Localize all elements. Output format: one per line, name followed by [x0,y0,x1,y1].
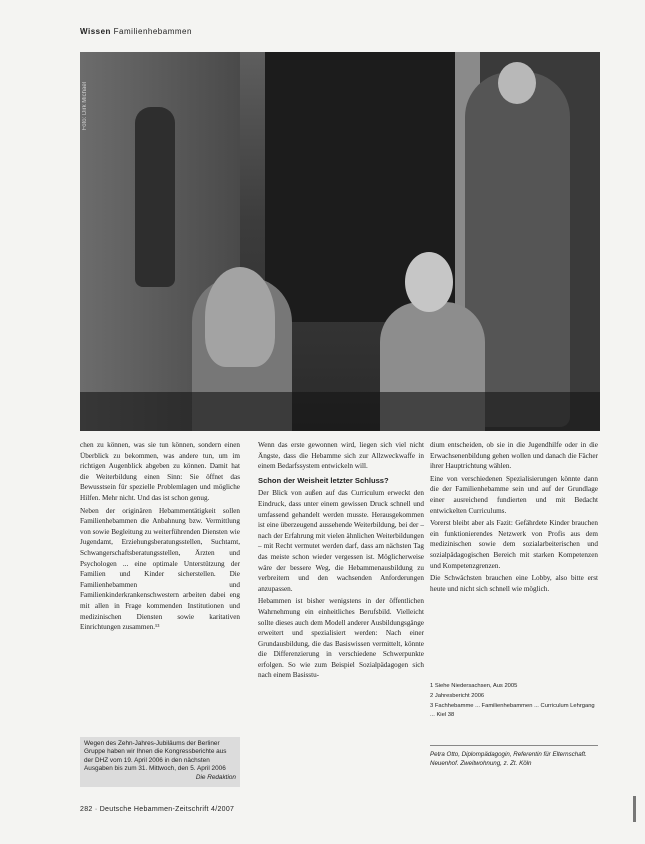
info-box [80,737,240,787]
column-2 [258,440,424,683]
col3-paragraph-1: dium entscheiden, ob sie in die Jugendhilfe oder in die Erwachsenenbildung gehen wollen und danach die Fächer ihrer Hauptrichtung wählen. [430,441,598,471]
footnotes [430,682,598,721]
floor [80,392,600,431]
girl-hair [205,267,275,367]
info-box-signature: Die Redaktion [195,773,236,781]
header-section: Wissen [80,27,111,36]
hanging-clothes [135,107,175,287]
footnote: 2 Jahresbericht 2006 [430,693,485,699]
footnote: 3 Fachhebamme ... Familienhebammen ... Curriculum Lehrgang ... Kiel 38 [430,703,595,718]
col3-paragraph-2: Eine von verschiedenen Spezialisierungen könnte dann die der Familienhebamme sein und auf der Grundlage einer ausreichend fundierten und mit Bedacht entwickelten Curriculums. [430,474,598,515]
column-1 [80,440,240,635]
footnote: 1 Siehe Niedersachsen, Aus 2005 [430,683,518,689]
page-footer: 282 · Deutsche Hebammen-Zeitschrift 4/2007 [80,806,235,813]
col2-paragraph-2: Der Blick von außen auf das Curriculum erweckt den Eindruck, dass unter einem gewissen Druck schnell und umfassend gehandelt werden musste. Herausgekommen ist eine überzeugend aussehende Weiterbildung, bei der – nach der Erfahrung mit vielen ähnlichen Weiterbildungen – mit Recht vermutet werden darf, dass am nächsten Tag das meiste schon wieder vergessen ist. Möglicherweise wäre der bessere Weg, die Hebammenausbildung zu verbreitern und den wachsenden Anforderungen anzupassen. [258,489,424,593]
col2-paragraph-1: Wenn das erste gewonnen wird, liegen sich viel nicht Ängste, dass die Hebamme sich zur Allzweckwaffe in einem Bedarfssystem entwickeln will. [258,441,424,471]
col2-paragraph-3: Hebammen ist bisher wenigstens in der öffentlichen Wahrnehmung ein einheitliches Berufsbild. Vielleicht sollte dieses auch dem Modell anderer Ausbildungsgänge erweitert und spezialisiert werden: Nach einer Grundausbildung, die das Basiswissen vermittelt, könnte die Differenzierung in verschiedene Schwerpunkte erfolgen. So wie zum Beispiel Sozialpädagogen sich nach einem Basisstu- [258,597,424,680]
col1-paragraph-2: Neben der originären Hebammentätigkeit sollen Familienhebammen die Anbahnung bzw. Vermittlung von sowie Begleitung zu weiterführenden Diensten wie Jugendamt, Erziehungsberatungsstellen, Suchtamt, Schwangerschaftsberatungsstellen, Ärzten und Psychologen ... eine optimale Unterstützung der Familien und Kinder sicherstellen. Die Familienhebammen und Familienkinderkrankenschwestern arbeiten dabei eng mit allen in Frage kommenden Institutionen und medizinischen Diensten sowie karitativen Einrichtungen zusammen.¹³ [80,506,240,632]
col1-paragraph-1: chen zu können, was sie tun können, sondern einen Überblick zu bekommen, was andere tun, um im richtigen Augenblick abgeben zu können. Damit hat die Weiterbildung einen Sinn: Sie öffnet das Bewusstsein für spezielle Problemlagen und mögliche Hilfen. Mehr nicht. Und das ist schon genug. [80,441,240,502]
author-bio-text: Petra Otto, Diplompädagogin, Referentin für Elternschaft. Neuenhof. Zweitwohnung, z. Zt. Köln [430,751,587,767]
column-3 [430,440,598,596]
toddler-face [405,252,453,312]
photo-credit: Foto: Dirk Michael [82,82,88,131]
author-bio [430,745,598,768]
info-box-text: Wegen des Zehn-Jahres-Jubiläums der Berliner Gruppe haben wir Ihnen die Kongressberichte aus der DHZ vom 19. April 2006 in den nächsten Ausgaben bis zum 31. Mittwoch, den 5. April 2006 [84,740,227,773]
col3-paragraph-3: Vorerst bleibt aber als Fazit: Gefährdete Kinder brauchen ein funktionierendes Netzwerk von Profis aus dem medizinischen sowie dem sozialarbeiterischen und sozialpädagogischen Bereich mit starken Kompetenzen und Kompetenzgrenzen. [430,519,598,570]
header-topic: Familienhebammen [113,27,192,36]
section-heading: Schon der Weisheit letzter Schluss? [258,475,389,485]
woman-face [498,62,536,104]
page-header [80,27,600,39]
edge-marker [633,796,636,822]
family-photo [80,52,600,431]
col3-paragraph-4: Die Schwächsten brauchen eine Lobby, also bitte erst heute und nicht sich schnell wie möglich. [430,574,598,593]
